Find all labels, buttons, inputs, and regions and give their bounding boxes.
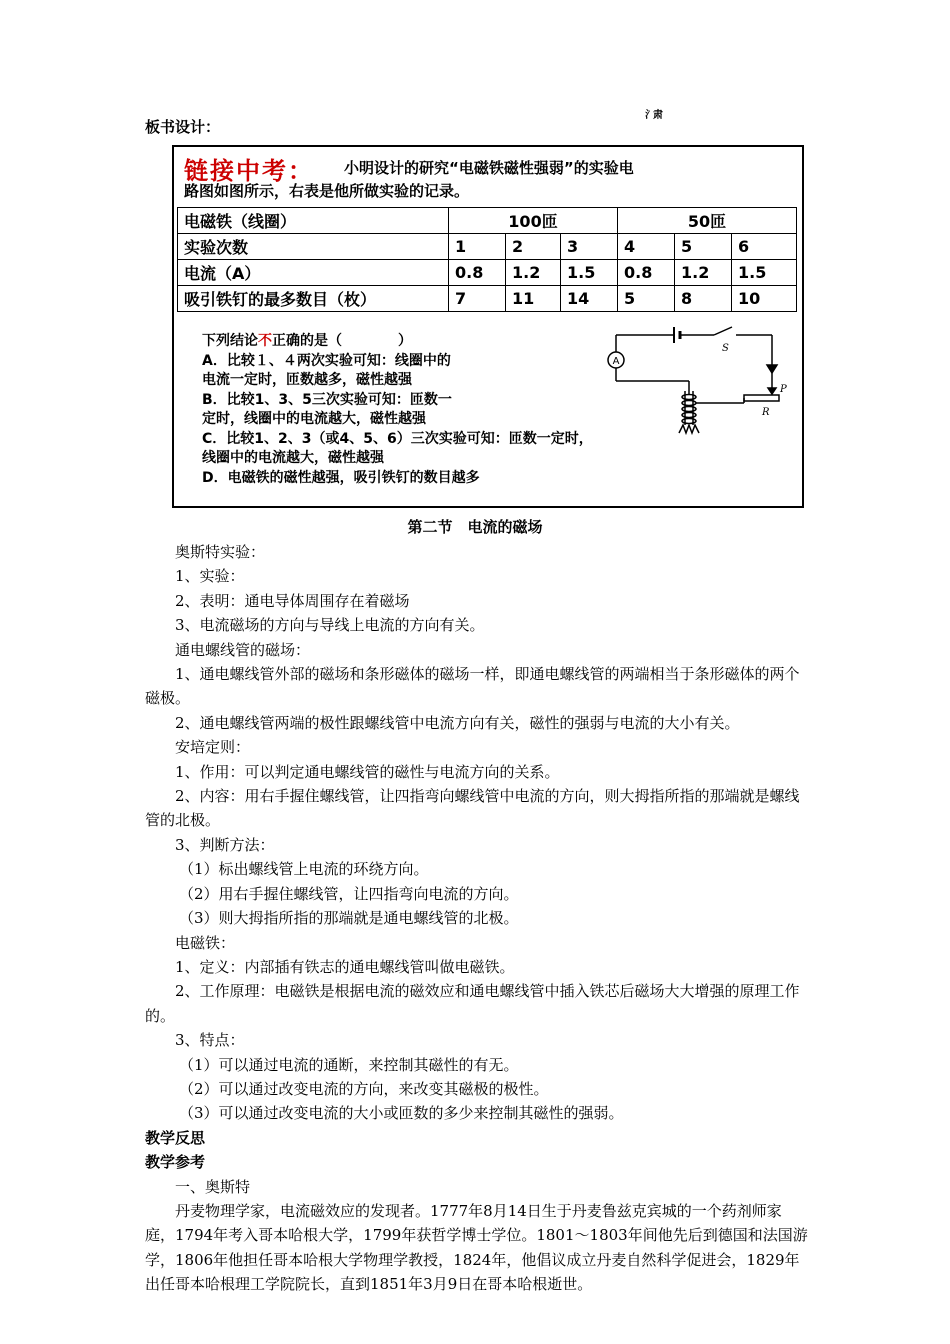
circuit-diagram — [594, 325, 794, 435]
note-line: 2、内容：用右手握住螺线管，让四指弯向螺线管中电流的方向，则大拇指所指的那端就是螺线管的北极。 — [145, 787, 800, 830]
reference-subtitle: 一、奥斯特 — [175, 1177, 251, 1196]
exam-link-box — [172, 145, 804, 508]
table-cell: 0.8 — [618, 260, 675, 286]
option-b-cont: 定时，线圈中的电流越大，磁性越强 — [202, 411, 426, 427]
note-line: 2、工作原理：电磁铁是根据电流的磁效应和通电螺线管中插入铁芯后磁场大大增强的原理工作的。 — [145, 982, 800, 1025]
table-cell: 1.5 — [732, 260, 797, 286]
board-design-label: 板书设计： — [145, 118, 221, 136]
note-line: （3）可以通过改变电流的大小或匝数的多少来控制其磁性的强弱。 — [179, 1104, 624, 1123]
question-block — [202, 332, 593, 488]
switch-label: S — [722, 343, 729, 354]
table-cell: 5 — [675, 234, 732, 260]
note-line: 1、实验： — [175, 567, 245, 586]
table-cell: 6 — [732, 234, 797, 260]
table-cell: 4 — [618, 234, 675, 260]
exam-link-intro-2: 路图如图所示，右表是他所做实验的记录。 — [184, 182, 470, 200]
table-cell: 2 — [506, 234, 561, 260]
question-negation: 不 — [258, 333, 272, 349]
option-d: D．电磁铁的磁性越强，吸引铁钉的数目越多 — [202, 469, 480, 486]
table-cell: 7 — [449, 286, 506, 312]
reference-title: 教学参考 — [145, 1153, 206, 1172]
table-cell: 5 — [618, 286, 675, 312]
table-row — [178, 260, 797, 286]
question-stem: 下列结论不正确的是（ ） — [202, 333, 412, 349]
note-line: 1、作用：可以判定通电螺线管的磁性与电流方向的关系。 — [175, 762, 560, 781]
lesson-notes — [145, 540, 810, 1297]
reflection-title: 教学反思 — [145, 1128, 206, 1147]
option-a-cont: 电流一定时，匝数越多，磁性越强 — [202, 372, 412, 388]
table-cell: 1.2 — [675, 260, 732, 286]
slider-arrow-icon — [767, 365, 777, 373]
note-line: （3）则大拇指所指的那端就是通电螺线管的北极。 — [179, 909, 519, 928]
note-line: （2）可以通过改变电流的方向，来改变其磁极的极性。 — [179, 1079, 549, 1098]
table-cell: 8 — [675, 286, 732, 312]
option-c-cont: 线圈中的电流越大，磁性越强 — [202, 450, 384, 466]
note-line: 3、特点： — [175, 1031, 245, 1050]
table-group-100: 100匝 — [449, 208, 618, 234]
table-cell: 14 — [561, 286, 618, 312]
table-cell: 10 — [732, 286, 797, 312]
experiment-table — [177, 207, 797, 312]
header-stamp: 氵肃 — [645, 110, 661, 121]
table-header-label: 电磁铁（线圈） — [178, 208, 449, 234]
note-line: 电磁铁： — [175, 933, 236, 952]
option-c: C．比较1、2、3（或4、5、6）三次实验可知：匝数一定时， — [202, 430, 593, 447]
table-cell: 11 — [506, 286, 561, 312]
table-row-label: 电流（A） — [178, 260, 449, 286]
note-line: 3、电流磁场的方向与导线上电流的方向有关。 — [175, 616, 485, 635]
table-group-50: 50匝 — [618, 208, 797, 234]
note-line: 2、通电螺线管两端的极性跟螺线管中电流方向有关，磁性的强弱与电流的大小有关。 — [175, 713, 740, 732]
note-line: 3、判断方法： — [175, 835, 275, 854]
section-title: 第二节 电流的磁场 — [407, 518, 543, 536]
nails-icon — [679, 425, 699, 433]
table-cell: 1 — [449, 234, 506, 260]
table-row — [178, 234, 797, 260]
reference-paragraph: 丹麦物理学家，电流磁效应的发现者。1777年8月14日生于丹麦鲁兹克宾城的一个药剂师家庭，1794年考入哥本哈根大学，1799年获哲学博士学位。1801～1803年间他先后到德国和法国游学，1806年他担任哥本哈根大学物理学教授，1824年，他倡议成立丹麦自然科学促进会，1829年出任哥本哈根理工学院院长，直到1851年3月9日在哥本哈根逝世。 — [145, 1201, 808, 1294]
note-line: 安培定则： — [175, 738, 251, 757]
ammeter-label: A — [612, 356, 620, 367]
note-line: 奥斯特实验： — [175, 543, 266, 561]
table-row-label: 实验次数 — [178, 234, 449, 260]
note-line: （1）标出螺线管上电流的环绕方向。 — [179, 860, 429, 879]
option-b: B．比较1、3、5三次实验可知：匝数一 — [202, 391, 452, 408]
note-line: 1、通电螺线管外部的磁场和条形磁体的磁场一样，即通电螺线管的两端相当于条形磁体的两个磁极。 — [145, 665, 800, 708]
exam-link-intro: 小明设计的研究“电磁铁磁性强弱”的实验电 — [344, 159, 634, 177]
slider-label: P — [780, 384, 787, 395]
note-line: 2、表明：通电导体周围存在着磁场 — [175, 591, 410, 610]
note-line: 1、定义：内部插有铁志的通电螺线管叫做电磁铁。 — [175, 957, 515, 976]
option-a: A．比较１、４两次实验可知：线圈中的 — [202, 352, 451, 369]
note-line: （2）用右手握住螺线管，让四指弯向电流的方向。 — [179, 884, 519, 903]
table-row — [178, 286, 797, 312]
table-row — [178, 208, 797, 234]
note-line: （1）可以通过电流的通断，来控制其磁性的有无。 — [179, 1055, 519, 1074]
note-line: 通电螺线管的磁场： — [175, 640, 311, 659]
table-cell: 0.8 — [449, 260, 506, 286]
table-cell: 3 — [561, 234, 618, 260]
table-row-label: 吸引铁钉的最多数目（枚） — [178, 286, 449, 312]
exam-link-heading: 链接中考： — [184, 157, 314, 185]
table-cell: 1.5 — [561, 260, 618, 286]
table-cell: 1.2 — [506, 260, 561, 286]
rheostat-label: R — [762, 407, 770, 418]
